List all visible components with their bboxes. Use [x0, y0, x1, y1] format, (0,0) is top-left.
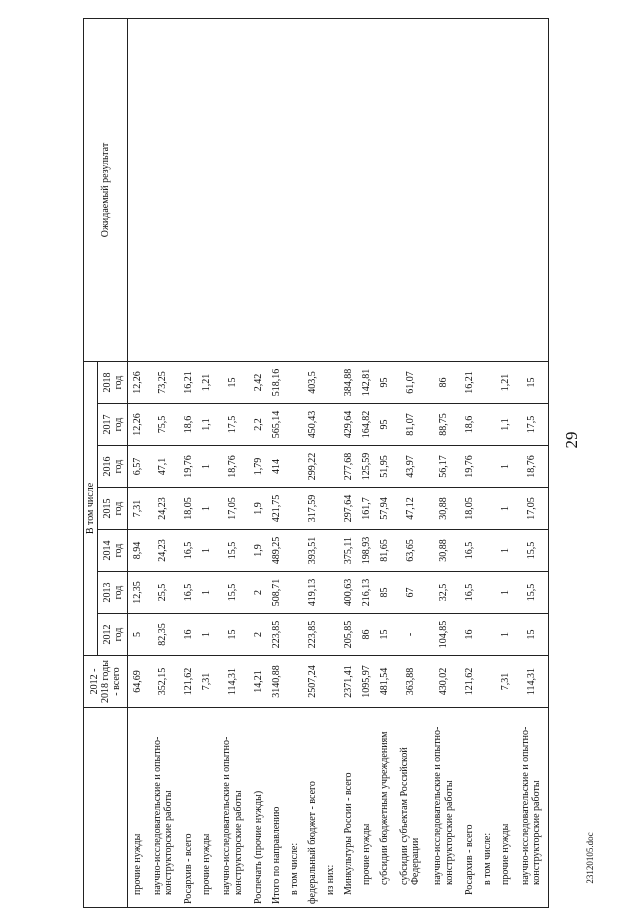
value-cell: 18,76 — [514, 446, 548, 488]
value-cell: 1095,97 — [357, 656, 375, 708]
value-cell: 1,21 — [198, 362, 216, 404]
result-cell — [303, 19, 321, 362]
result-cell — [249, 19, 267, 362]
value-cell — [285, 530, 303, 572]
value-cell: 2,2 — [249, 404, 267, 446]
table-row — [267, 19, 285, 908]
value-cell: 419,13 — [303, 572, 321, 614]
value-cell: 205,85 — [339, 614, 357, 656]
value-cell: 1,1 — [496, 404, 514, 446]
value-cell — [478, 614, 496, 656]
header-in-that-number: В том числе — [84, 362, 98, 656]
value-cell: 450,43 — [303, 404, 321, 446]
value-cell: 400,63 — [339, 572, 357, 614]
row-label: Минкультуры России - всего — [339, 708, 357, 908]
value-cell: 2507,24 — [303, 656, 321, 708]
row-label: федеральный бюджет - всего — [303, 708, 321, 908]
value-cell — [321, 614, 339, 656]
value-cell: 403,5 — [303, 362, 321, 404]
value-cell: 1,21 — [496, 362, 514, 404]
value-cell: 1 — [496, 572, 514, 614]
value-cell: 16 — [180, 614, 198, 656]
value-cell: 393,51 — [303, 530, 321, 572]
value-cell: 317,59 — [303, 488, 321, 530]
table-row — [496, 19, 514, 908]
value-cell: 216,13 — [357, 572, 375, 614]
value-cell — [321, 362, 339, 404]
value-cell: 12,35 — [128, 572, 147, 614]
value-cell: 16,21 — [460, 362, 478, 404]
value-cell: 95 — [376, 362, 394, 404]
result-cell — [394, 19, 427, 362]
row-label: из них: — [321, 708, 339, 908]
value-cell: 24,23 — [146, 488, 179, 530]
value-cell: 15 — [514, 362, 548, 404]
value-cell: 1 — [198, 614, 216, 656]
value-cell: 363,88 — [394, 656, 427, 708]
table-row — [128, 19, 147, 908]
value-cell: 25,5 — [146, 572, 179, 614]
value-cell: 16,5 — [460, 572, 478, 614]
row-label: в том числе: — [478, 708, 496, 908]
header-label-cell — [84, 708, 128, 908]
row-label: научно-исследовательские и опытно-конструкторские работы — [216, 708, 249, 908]
table-row — [478, 19, 496, 908]
result-cell — [321, 19, 339, 362]
value-cell: 114,31 — [216, 656, 249, 708]
value-cell — [478, 362, 496, 404]
row-label: прочие нужды — [357, 708, 375, 908]
result-cell — [460, 19, 478, 362]
value-cell: 18,76 — [216, 446, 249, 488]
value-cell: 299,22 — [303, 446, 321, 488]
value-cell: 121,62 — [460, 656, 478, 708]
value-cell — [321, 446, 339, 488]
row-label: прочие нужды — [198, 708, 216, 908]
value-cell: 430,02 — [427, 656, 460, 708]
row-label: Росархив - всего — [460, 708, 478, 908]
value-cell: 277,68 — [339, 446, 357, 488]
value-cell: 2,42 — [249, 362, 267, 404]
value-cell: 223,85 — [303, 614, 321, 656]
value-cell: 7,31 — [128, 488, 147, 530]
value-cell: 73,25 — [146, 362, 179, 404]
value-cell: 2 — [249, 614, 267, 656]
value-cell: 518,16 — [267, 362, 285, 404]
value-cell: 12,26 — [128, 404, 147, 446]
value-cell — [321, 488, 339, 530]
value-cell: 114,31 — [514, 656, 548, 708]
result-cell — [478, 19, 496, 362]
value-cell: 104,85 — [427, 614, 460, 656]
value-cell: 61,07 — [394, 362, 427, 404]
value-cell: 15,5 — [514, 572, 548, 614]
header-total: 2012 - 2018 годы - всего — [84, 656, 128, 708]
result-cell — [514, 19, 548, 362]
value-cell: 18,05 — [460, 488, 478, 530]
value-cell: 14,21 — [249, 656, 267, 708]
value-cell — [478, 446, 496, 488]
row-label: прочие нужды — [128, 708, 147, 908]
value-cell: 1 — [496, 446, 514, 488]
value-cell: 15 — [216, 614, 249, 656]
value-cell: 47,1 — [146, 446, 179, 488]
value-cell: 1 — [198, 488, 216, 530]
value-cell: 47,12 — [394, 488, 427, 530]
value-cell: 18,6 — [460, 404, 478, 446]
value-cell: 7,31 — [198, 656, 216, 708]
result-cell — [198, 19, 216, 362]
value-cell: 18,05 — [180, 488, 198, 530]
row-label: прочие нужды — [496, 708, 514, 908]
value-cell: 17,05 — [216, 488, 249, 530]
table-row — [394, 19, 427, 908]
value-cell — [321, 572, 339, 614]
header-year-1: 2013 год — [98, 572, 128, 614]
row-label: Росархив - всего — [180, 708, 198, 908]
result-cell — [496, 19, 514, 362]
value-cell: 16,5 — [460, 530, 478, 572]
value-cell: 5 — [128, 614, 147, 656]
rotated-table-container — [83, 18, 549, 908]
value-cell: 15,5 — [216, 572, 249, 614]
result-cell — [146, 19, 179, 362]
value-cell — [285, 656, 303, 708]
value-cell — [478, 656, 496, 708]
value-cell: 489,25 — [267, 530, 285, 572]
value-cell — [478, 488, 496, 530]
value-cell: 95 — [376, 404, 394, 446]
value-cell: 1 — [496, 530, 514, 572]
table-row — [376, 19, 394, 908]
page-number: 29 — [562, 431, 581, 449]
header-year-5: 2017 год — [98, 404, 128, 446]
result-cell — [427, 19, 460, 362]
value-cell — [285, 488, 303, 530]
value-cell: 1,1 — [198, 404, 216, 446]
value-cell: 565,14 — [267, 404, 285, 446]
value-cell: 56,17 — [427, 446, 460, 488]
value-cell: 198,93 — [357, 530, 375, 572]
table-row — [198, 19, 216, 908]
table-row — [460, 19, 478, 908]
table-row — [357, 19, 375, 908]
row-label: в том числе: — [285, 708, 303, 908]
row-label: научно-исследовательские и опытно-конструкторские работы — [427, 708, 460, 908]
value-cell — [321, 656, 339, 708]
value-cell — [285, 572, 303, 614]
row-label: субсидии бюджетным учреждениям — [376, 708, 394, 908]
table-row — [427, 19, 460, 908]
value-cell: 64,69 — [128, 656, 147, 708]
value-cell: 16 — [460, 614, 478, 656]
value-cell — [478, 530, 496, 572]
value-cell: 32,5 — [427, 572, 460, 614]
value-cell: 161,7 — [357, 488, 375, 530]
row-label: Итого по направлению — [267, 708, 285, 908]
result-cell — [180, 19, 198, 362]
row-label: субсидии субъектам Российской Федерации — [394, 708, 427, 908]
value-cell: 1,79 — [249, 446, 267, 488]
value-cell: 1 — [198, 572, 216, 614]
result-cell — [285, 19, 303, 362]
value-cell: 352,15 — [146, 656, 179, 708]
value-cell: 57,94 — [376, 488, 394, 530]
value-cell: 481,54 — [376, 656, 394, 708]
value-cell: 82,35 — [146, 614, 179, 656]
value-cell: 1,9 — [249, 530, 267, 572]
header-year-3: 2015 год — [98, 488, 128, 530]
value-cell: 81,07 — [394, 404, 427, 446]
value-cell: 8,94 — [128, 530, 147, 572]
value-cell: 17,05 — [514, 488, 548, 530]
value-cell: 43,97 — [394, 446, 427, 488]
table-row — [321, 19, 339, 908]
header-year-6: 2018 год — [98, 362, 128, 404]
value-cell: 86 — [357, 614, 375, 656]
value-cell: 125,59 — [357, 446, 375, 488]
value-cell: 67 — [394, 572, 427, 614]
value-cell — [285, 362, 303, 404]
value-cell — [321, 530, 339, 572]
value-cell — [478, 404, 496, 446]
value-cell: 16,5 — [180, 572, 198, 614]
header-year-0: 2012 год — [98, 614, 128, 656]
value-cell: 16,5 — [180, 530, 198, 572]
row-label: Роспечать (прочие нужды) — [249, 708, 267, 908]
value-cell: 19,76 — [180, 446, 198, 488]
value-cell: 30,88 — [427, 488, 460, 530]
value-cell: 2 — [249, 572, 267, 614]
value-cell: 81,65 — [376, 530, 394, 572]
value-cell: 2371,41 — [339, 656, 357, 708]
result-cell — [376, 19, 394, 362]
value-cell: 51,95 — [376, 446, 394, 488]
value-cell: 63,65 — [394, 530, 427, 572]
value-cell — [285, 614, 303, 656]
table-row — [339, 19, 357, 908]
value-cell: - — [394, 614, 427, 656]
value-cell: 18,6 — [180, 404, 198, 446]
value-cell: 24,23 — [146, 530, 179, 572]
table-row — [514, 19, 548, 908]
header-year-4: 2016 год — [98, 446, 128, 488]
value-cell: 17,5 — [216, 404, 249, 446]
value-cell: 142,81 — [357, 362, 375, 404]
value-cell: 15,5 — [514, 530, 548, 572]
result-cell — [216, 19, 249, 362]
table-row — [146, 19, 179, 908]
table-row — [303, 19, 321, 908]
value-cell: 19,76 — [460, 446, 478, 488]
result-cell — [339, 19, 357, 362]
result-cell — [128, 19, 147, 362]
value-cell: 15 — [514, 614, 548, 656]
value-cell: 1 — [198, 446, 216, 488]
value-cell: 375,11 — [339, 530, 357, 572]
value-cell: 85 — [376, 572, 394, 614]
row-label: научно-исследовательские и опытно-конструкторские работы — [146, 708, 179, 908]
value-cell: 3140,88 — [267, 656, 285, 708]
value-cell: 1 — [496, 488, 514, 530]
row-label: научно-исследовательские и опытно-конструкторские работы — [514, 708, 548, 908]
value-cell: 414 — [267, 446, 285, 488]
value-cell: 15 — [216, 362, 249, 404]
value-cell: 223,85 — [267, 614, 285, 656]
result-cell — [357, 19, 375, 362]
value-cell: 164,82 — [357, 404, 375, 446]
value-cell: 384,88 — [339, 362, 357, 404]
value-cell — [285, 404, 303, 446]
value-cell: 6,57 — [128, 446, 147, 488]
value-cell — [478, 572, 496, 614]
budget-table — [83, 18, 549, 908]
value-cell: 508,71 — [267, 572, 285, 614]
value-cell: 16,21 — [180, 362, 198, 404]
value-cell: 86 — [427, 362, 460, 404]
value-cell: 17,5 — [514, 404, 548, 446]
value-cell: 88,75 — [427, 404, 460, 446]
value-cell: 1 — [496, 614, 514, 656]
value-cell: 1 — [198, 530, 216, 572]
table-row — [216, 19, 249, 908]
table-row — [285, 19, 303, 908]
value-cell: 121,62 — [180, 656, 198, 708]
footer-filename: 23120105.doc — [585, 832, 595, 884]
value-cell: 15 — [376, 614, 394, 656]
value-cell — [321, 404, 339, 446]
result-cell — [267, 19, 285, 362]
table-row — [249, 19, 267, 908]
header-expected-result: Ожидаемый результат — [84, 19, 128, 362]
table-row — [180, 19, 198, 908]
value-cell: 421,75 — [267, 488, 285, 530]
value-cell: 429,64 — [339, 404, 357, 446]
value-cell: 30,88 — [427, 530, 460, 572]
value-cell: 7,31 — [496, 656, 514, 708]
header-year-2: 2014 год — [98, 530, 128, 572]
value-cell — [285, 446, 303, 488]
value-cell: 75,5 — [146, 404, 179, 446]
value-cell: 15,5 — [216, 530, 249, 572]
value-cell: 12,26 — [128, 362, 147, 404]
value-cell: 297,64 — [339, 488, 357, 530]
value-cell: 1,9 — [249, 488, 267, 530]
